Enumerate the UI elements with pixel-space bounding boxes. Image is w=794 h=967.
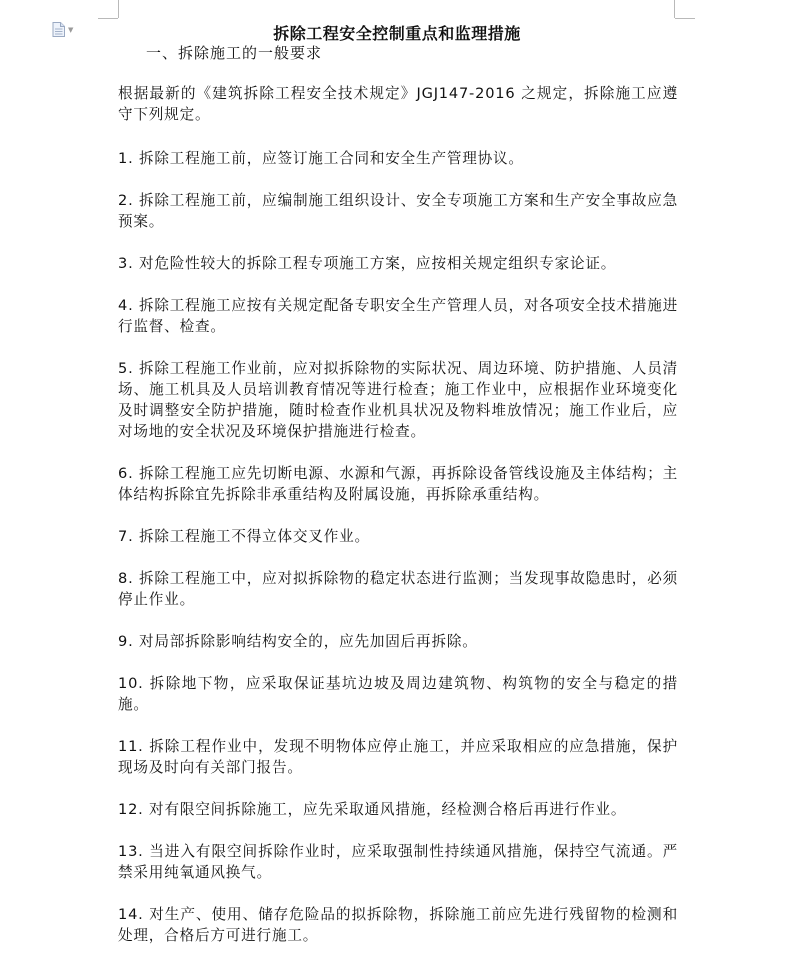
intro-paragraph: 根据最新的《建筑拆除工程安全技术规定》JGJ147-2016 之规定，拆除施工应遵守下列规定。	[118, 85, 678, 123]
list-item: 2. 拆除工程施工前，应编制施工组织设计、安全专项施工方案和生产安全事故应急预案。	[118, 192, 678, 230]
list-item: 13. 当进入有限空间拆除作业时，应采取强制性持续通风措施，保持空气流通。严禁采用纯氧通风换气。	[118, 843, 678, 881]
list-item: 7. 拆除工程施工不得立体交叉作业。	[118, 528, 370, 545]
list-item: 5. 拆除工程施工作业前，应对拟拆除物的实际状况、周边环境、防护措施、人员清场、施工机具及人员培训教育情况等进行检查；施工作业中，应根据作业环境变化及时调整安全防护措施，随时检查作业机具状况及物料堆放情况；施工作业后，应对场地的安全状况及环境保护措施进行检查。	[118, 360, 678, 440]
section-heading: 一、拆除施工的一般要求	[146, 44, 323, 62]
page-corner-mark	[98, 18, 118, 19]
document-body	[118, 83, 678, 967]
chevron-down-icon: ▼	[68, 25, 74, 34]
page-corner-mark	[674, 0, 675, 18]
list-item: 9. 对局部拆除影响结构安全的，应先加固后再拆除。	[118, 633, 478, 650]
list-item: 11. 拆除工程作业中，发现不明物体应停止施工，并应采取相应的应急措施，保护现场及时向有关部门报告。	[118, 738, 678, 776]
list-item: 3. 对危险性较大的拆除工程专项施工方案，应按相关规定组织专家论证。	[118, 255, 617, 272]
list-item: 10. 拆除地下物，应采取保证基坑边坡及周边建筑物、构筑物的安全与稳定的措施。	[118, 675, 678, 713]
list-item: 6. 拆除工程施工应先切断电源、水源和气源，再拆除设备管线设施及主体结构；主体结构拆除宜先拆除非承重结构及附属设施，再拆除承重结构。	[118, 465, 678, 503]
page-corner-mark	[118, 0, 119, 18]
page-corner-mark	[675, 18, 695, 19]
list-item: 8. 拆除工程施工中，应对拟拆除物的稳定状态进行监测；当发现事故隐患时，必须停止作业。	[118, 570, 678, 608]
list-item: 1. 拆除工程施工前，应签订施工合同和安全生产管理协议。	[118, 150, 524, 167]
list-item: 12. 对有限空间拆除施工，应先采取通风措施，经检测合格后再进行作业。	[118, 801, 627, 818]
list-item: 4. 拆除工程施工应按有关规定配备专职安全生产管理人员，对各项安全技术措施进行监督、检查。	[118, 297, 678, 335]
document-title: 拆除工程安全控制重点和监理措施	[273, 24, 521, 43]
list-item: 14. 对生产、使用、储存危险品的拟拆除物，拆除施工前应先进行残留物的检测和处理，合格后方可进行施工。	[118, 906, 678, 944]
